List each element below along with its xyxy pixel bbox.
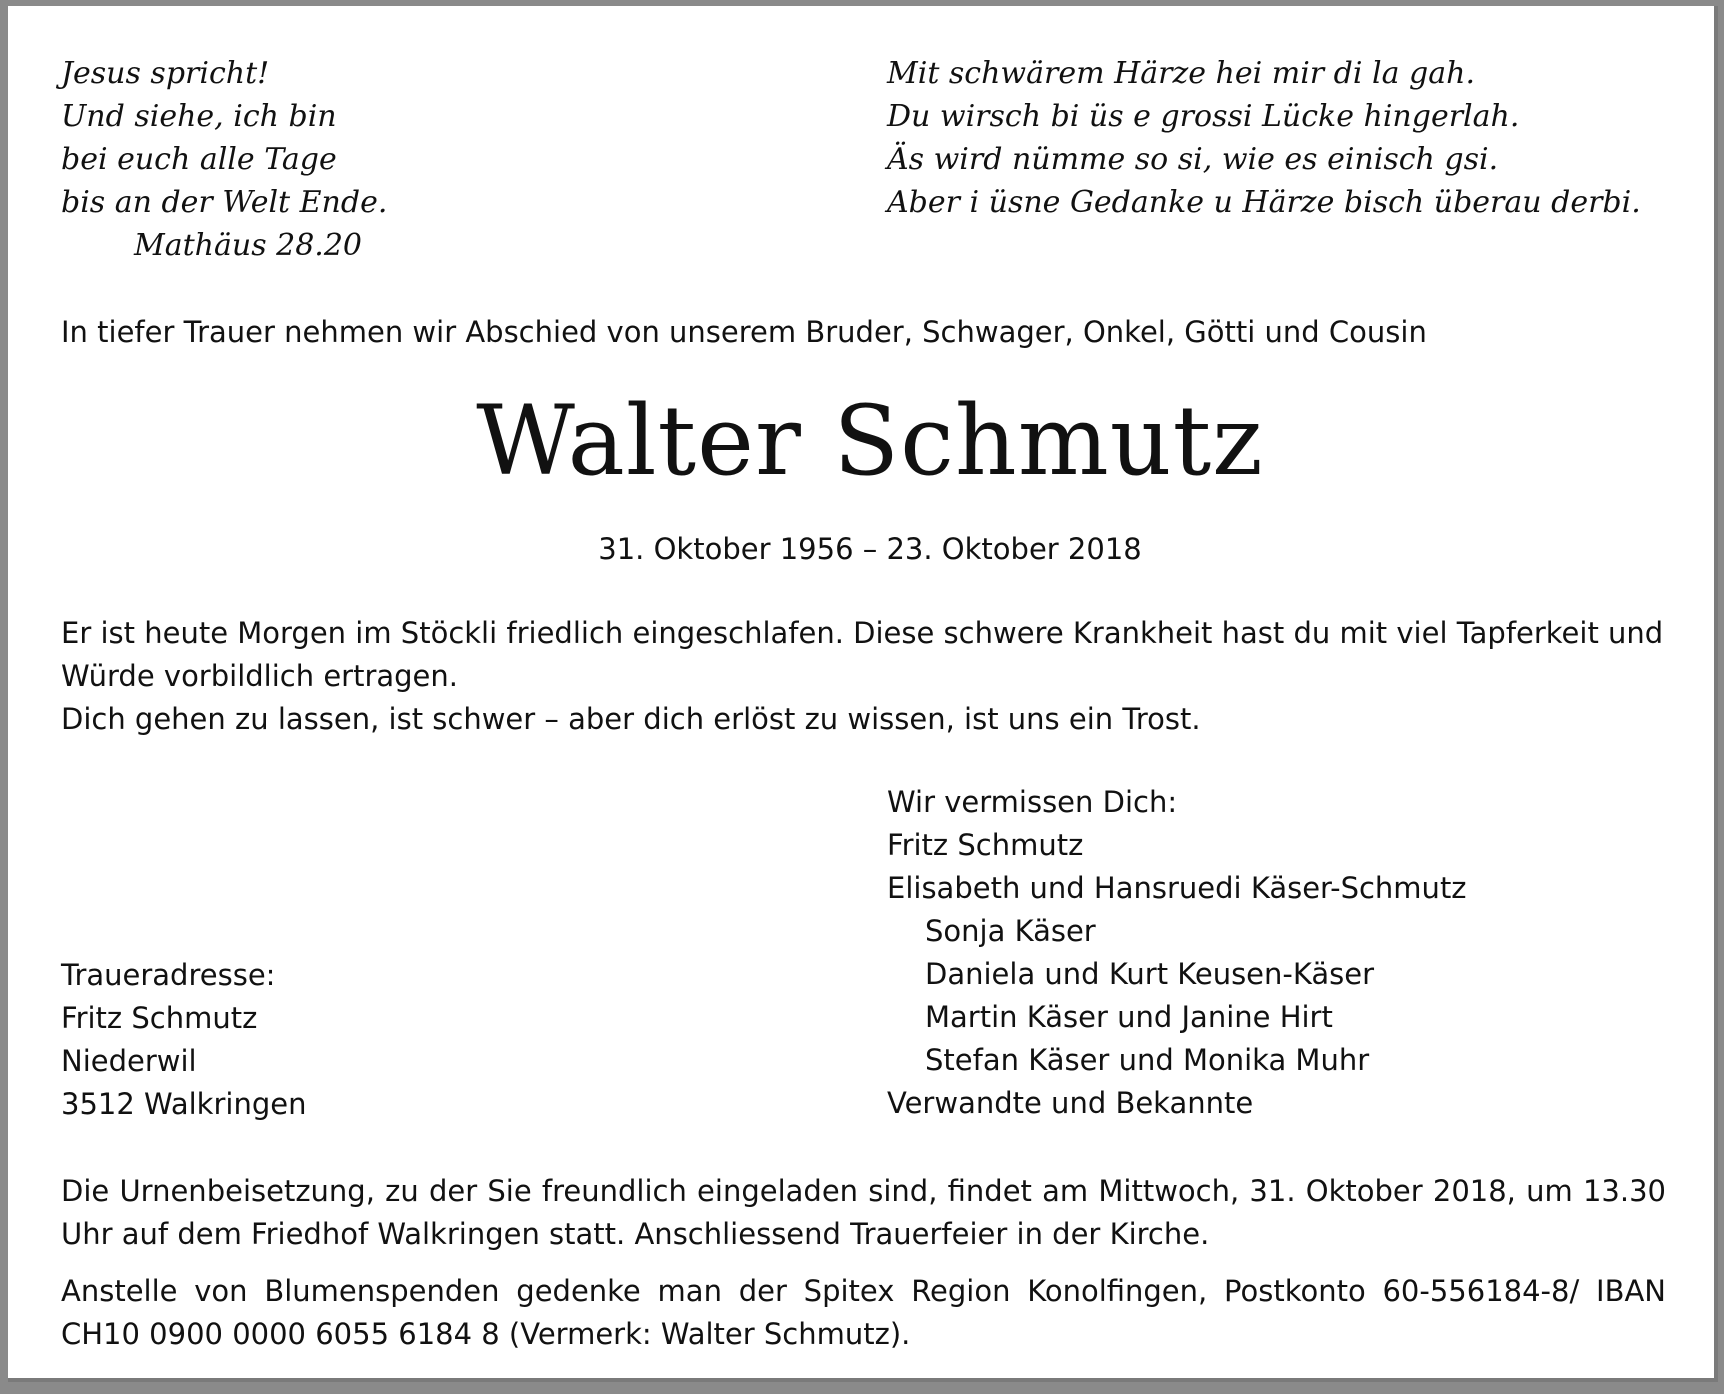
obituary-notice — [8, 6, 1718, 1382]
mourner-name: Elisabeth und Hansruedi Käser-Schmutz — [887, 871, 1467, 905]
poem-line: Aber i üsne Gedanke u Härze bisch überau derbi. — [887, 185, 1641, 220]
mourners-heading: Wir vermissen Dich: — [887, 785, 1178, 819]
mourning-address — [61, 954, 761, 1126]
life-dates: 31. Oktober 1956 – 23. Oktober 2018 — [598, 532, 1142, 566]
address-line: Fritz Schmutz — [61, 1001, 258, 1035]
verse-line: Und siehe, ich bin — [61, 99, 337, 134]
verse-line: Jesus spricht! — [61, 56, 270, 91]
dialect-poem — [887, 52, 1707, 224]
verse-line: bei euch alle Tage — [61, 142, 337, 177]
deceased-name: Walter Schmutz — [476, 385, 1264, 497]
bible-verse — [61, 52, 761, 267]
mourner-name: Sonja Käser — [925, 914, 1096, 948]
burial-info: Die Urnenbeisetzung, zu der Sie freundlich eingeladen sind, findet am Mittwoch, 31. Oktober 2018, um 13.30 Uhr auf dem Friedhof Walkringen statt. Anschliessend Trauerfeier in der Kirche. — [61, 1174, 1666, 1251]
address-line: Niederwil — [61, 1044, 197, 1078]
intro-text: In tiefer Trauer nehmen wir Abschied von unserem Bruder, Schwager, Onkel, Götti und Cousin — [61, 315, 1427, 349]
poem-line: Du wirsch bi üs e grossi Lücke hingerlah. — [887, 99, 1520, 134]
farewell-message — [61, 612, 1671, 741]
mourner-name: Daniela und Kurt Keusen-Käser — [925, 957, 1375, 991]
mourner-name: Verwandte und Bekannte — [887, 1086, 1254, 1120]
address-heading: Traueradresse: — [61, 958, 276, 992]
address-line: 3512 Walkringen — [61, 1087, 307, 1121]
mourner-name: Stefan Käser und Monika Muhr — [925, 1043, 1370, 1077]
mourner-name: Martin Käser und Janine Hirt — [925, 1000, 1333, 1034]
poem-line: Mit schwärem Härze hei mir di la gah. — [887, 56, 1475, 91]
mourner-name: Fritz Schmutz — [887, 828, 1084, 862]
verse-reference: Mathäus 28.20 — [134, 228, 363, 263]
message-paragraph: Er ist heute Morgen im Stöckli friedlich eingeschlafen. Diese schwere Krankheit hast du mit viel Tapferkeit und Würde vorbildlich ertragen. — [61, 616, 1664, 693]
mourners-list — [887, 781, 1707, 1125]
poem-line: Äs wird nümme so si, wie es einisch gsi. — [887, 142, 1499, 177]
donation-info: Anstelle von Blumenspenden gedenke man der Spitex Region Konolfingen, Postkonto 60-556184-8/ IBAN CH10 0900 0000 6055 6184 8 (Vermerk: Walter Schmutz). — [61, 1274, 1666, 1351]
message-paragraph: Dich gehen zu lassen, ist schwer – aber dich erlöst zu wissen, ist uns ein Trost. — [61, 702, 1201, 736]
verse-line: bis an der Welt Ende. — [61, 185, 388, 220]
